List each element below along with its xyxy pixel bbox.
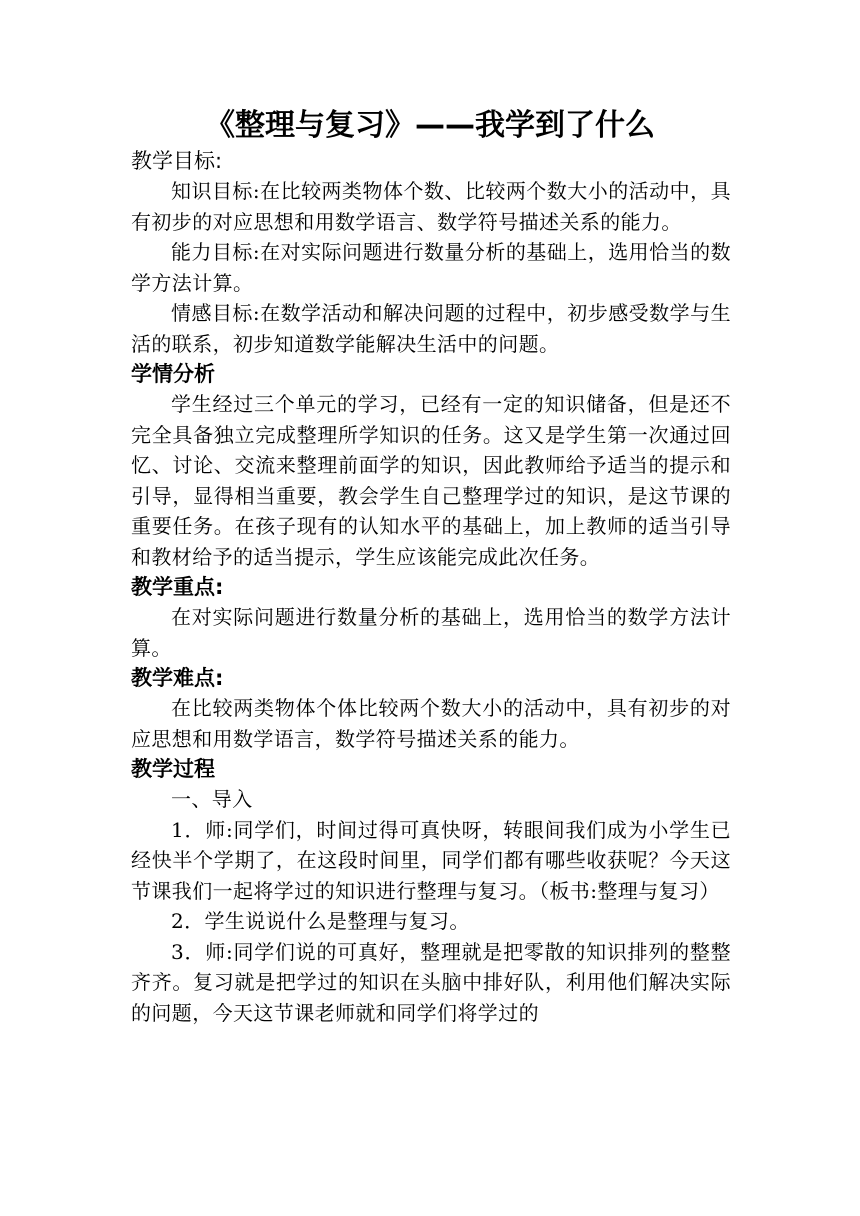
paragraph-key-points: 在对实际问题进行数量分析的基础上，选用恰当的数学方法计算。 — [131, 605, 731, 660]
section-heading-key-points: 教学重点: — [131, 575, 224, 599]
paragraph-difficulties: 在比较两类物体个体比较两个数大小的活动中，具有初步的对应思想和用数学语言，数学符号描述关系的能力。 — [131, 696, 731, 751]
document-title: 《整理与复习》——我学到了什么 — [205, 108, 655, 143]
process-step-title: 一、导入 — [171, 787, 253, 811]
paragraph-analysis: 学生经过三个单元的学习，已经有一定的知识储备，但是还不完全具备独立完成整理所学知识的任务。这又是学生第一次通过回忆、讨论、交流来整理前面学的知识，因此教师给予适当的提示和引导，显得相当重要，教会学生自己整理学过的知识，是这节课的重要任务。在孩子现有的认知水平的基础上，加上教师的适当引导和教材给予的适当提示，学生应该能完成此次任务。 — [131, 392, 731, 569]
paragraph-knowledge-goal: 知识目标:在比较两类物体个数、比较两个数大小的活动中，具有初步的对应思想和用数学语言、数学符号描述关系的能力。 — [131, 179, 731, 234]
section-heading-goals: 教学目标: — [131, 149, 223, 173]
paragraph-emotion-goal: 情感目标:在数学活动和解决问题的过程中，初步感受数学与生活的联系，初步知道数学能解决生活中的问题。 — [131, 301, 731, 356]
paragraph-ability-goal: 能力目标:在对实际问题进行数量分析的基础上，选用恰当的数学方法计算。 — [131, 240, 731, 295]
process-item-3: 3．师:同学们说的可真好，整理就是把零散的知识排列的整整齐齐。复习就是把学过的知识在头脑中排好队，利用他们解决实际的问题，今天这节课老师就和同学们将学过的 — [131, 939, 731, 1025]
section-heading-difficulties: 教学难点: — [131, 666, 224, 690]
section-heading-analysis: 学情分析 — [131, 362, 215, 386]
document-body — [131, 146, 731, 1028]
process-item-1: 1．师:同学们，时间过得可真快呀，转眼间我们成为小学生已经快半个学期了，在这段时间里，同学们都有哪些收获呢？今天这节课我们一起将学过的知识进行整理与复习。（板书:整理与复习） — [131, 817, 731, 903]
process-item-2: 2．学生说说什么是整理与复习。 — [171, 909, 470, 933]
section-heading-process: 教学过程 — [131, 757, 215, 781]
